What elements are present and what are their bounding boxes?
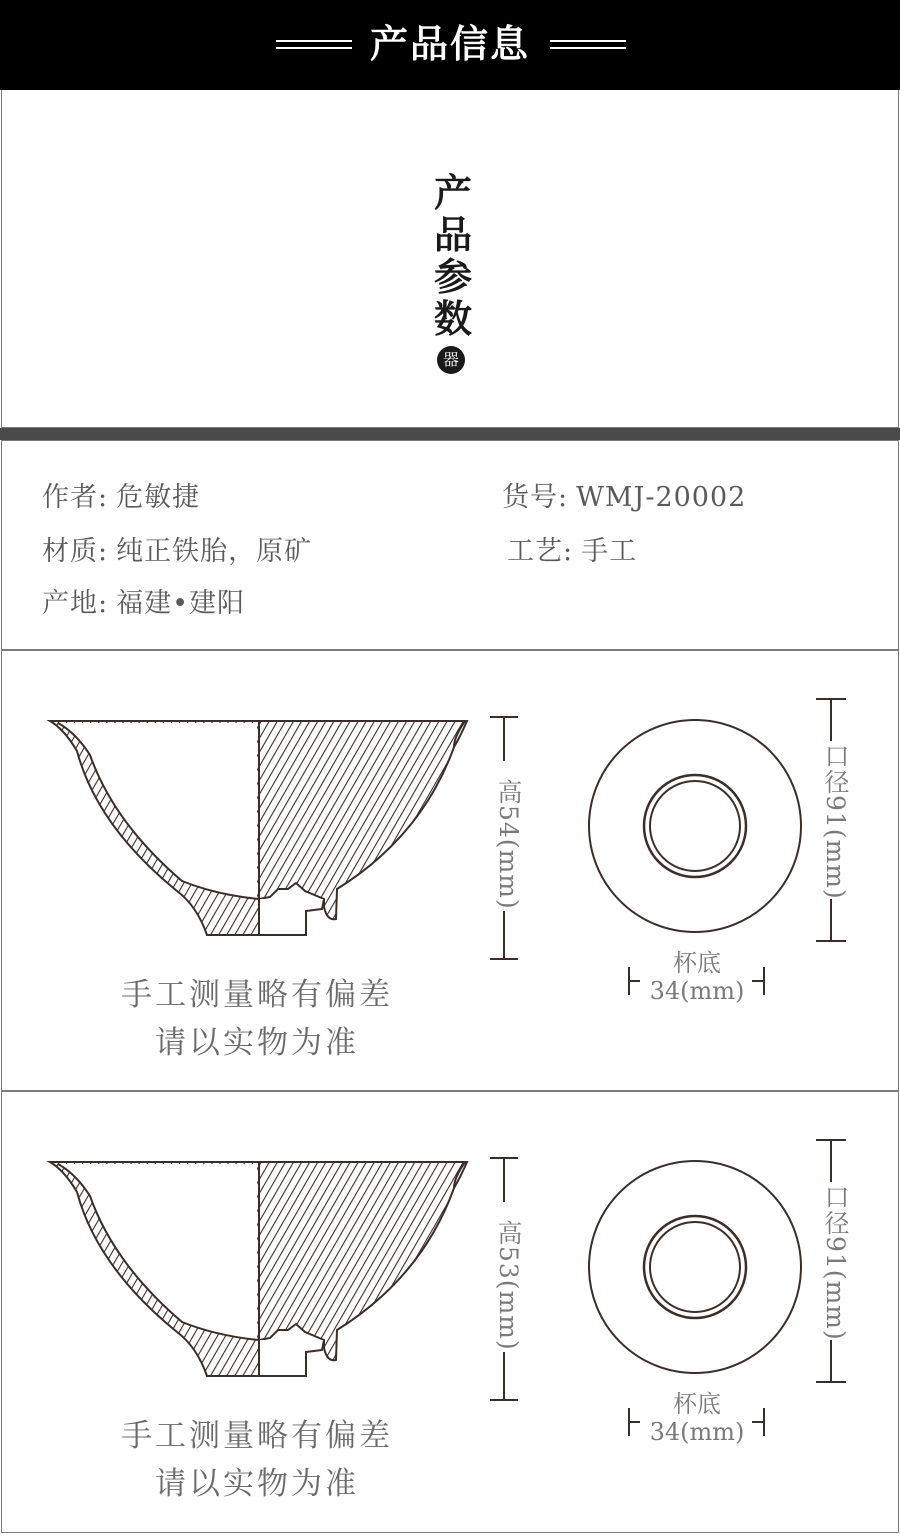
- dimension-panel: [1, 1091, 899, 1533]
- info-craft-value: 手工: [581, 536, 638, 567]
- params-title-char: 产: [433, 170, 472, 215]
- base-value: 34(mm): [649, 977, 745, 1005]
- measure-note-2: [102, 1017, 412, 1062]
- info-material: [42, 529, 312, 568]
- info-item-no-value: WMJ-20002: [576, 482, 747, 513]
- params-title: [431, 172, 475, 340]
- info-item-no-label: 货号:: [502, 482, 569, 513]
- info-author-label: 作者:: [42, 482, 109, 513]
- header-rule-right: [550, 40, 626, 49]
- info-material-value: 纯正铁胎，原矿: [116, 536, 313, 567]
- params-panel: [1, 90, 899, 428]
- base-title: 杯底: [673, 949, 721, 977]
- measure-note-2: [102, 1458, 412, 1503]
- section-title: 产品信息: [369, 21, 530, 66]
- base-label: [642, 1390, 752, 1446]
- divider-bar: [0, 428, 900, 440]
- measure-note-line2: 请以实物为准: [155, 1025, 359, 1061]
- base-title: 杯底: [673, 1390, 721, 1418]
- dimension-panel: [1, 650, 899, 1091]
- diameter-label: 口径91(mm): [821, 1184, 850, 1341]
- info-panel: [1, 440, 899, 650]
- info-craft: [507, 529, 637, 568]
- info-author: [42, 475, 200, 514]
- measure-note-line1: 手工测量略有偏差: [121, 1418, 393, 1454]
- info-origin-label: 产地:: [42, 588, 109, 619]
- info-material-label: 材质:: [42, 536, 109, 567]
- measure-note-line2: 请以实物为准: [155, 1466, 359, 1502]
- info-item-no: [502, 475, 746, 514]
- measure-note-line1: 手工测量略有偏差: [121, 977, 393, 1013]
- bowl-profile: [50, 721, 467, 935]
- qi-badge: 器: [437, 346, 465, 374]
- height-label: 高54(mm): [494, 779, 523, 910]
- diameter-label: 口径91(mm): [821, 743, 850, 900]
- height-label: 高53(mm): [494, 1220, 523, 1351]
- info-craft-label: 工艺:: [507, 536, 574, 567]
- params-title-char: 参: [433, 254, 472, 299]
- measure-note: [102, 1410, 412, 1455]
- info-origin-value: 福建•建阳: [116, 588, 246, 619]
- bowl-top-view: [589, 1161, 801, 1373]
- params-title-char: 数: [433, 296, 472, 341]
- info-origin: [42, 581, 245, 620]
- base-value: 34(mm): [649, 1418, 745, 1446]
- measure-note: [102, 969, 412, 1014]
- bowl-top-view: [589, 720, 801, 932]
- section-header: [0, 0, 900, 90]
- bowl-profile: [50, 1162, 467, 1376]
- base-label: [642, 949, 752, 1005]
- params-title-char: 品: [433, 212, 472, 257]
- info-author-value: 危敏捷: [116, 482, 201, 513]
